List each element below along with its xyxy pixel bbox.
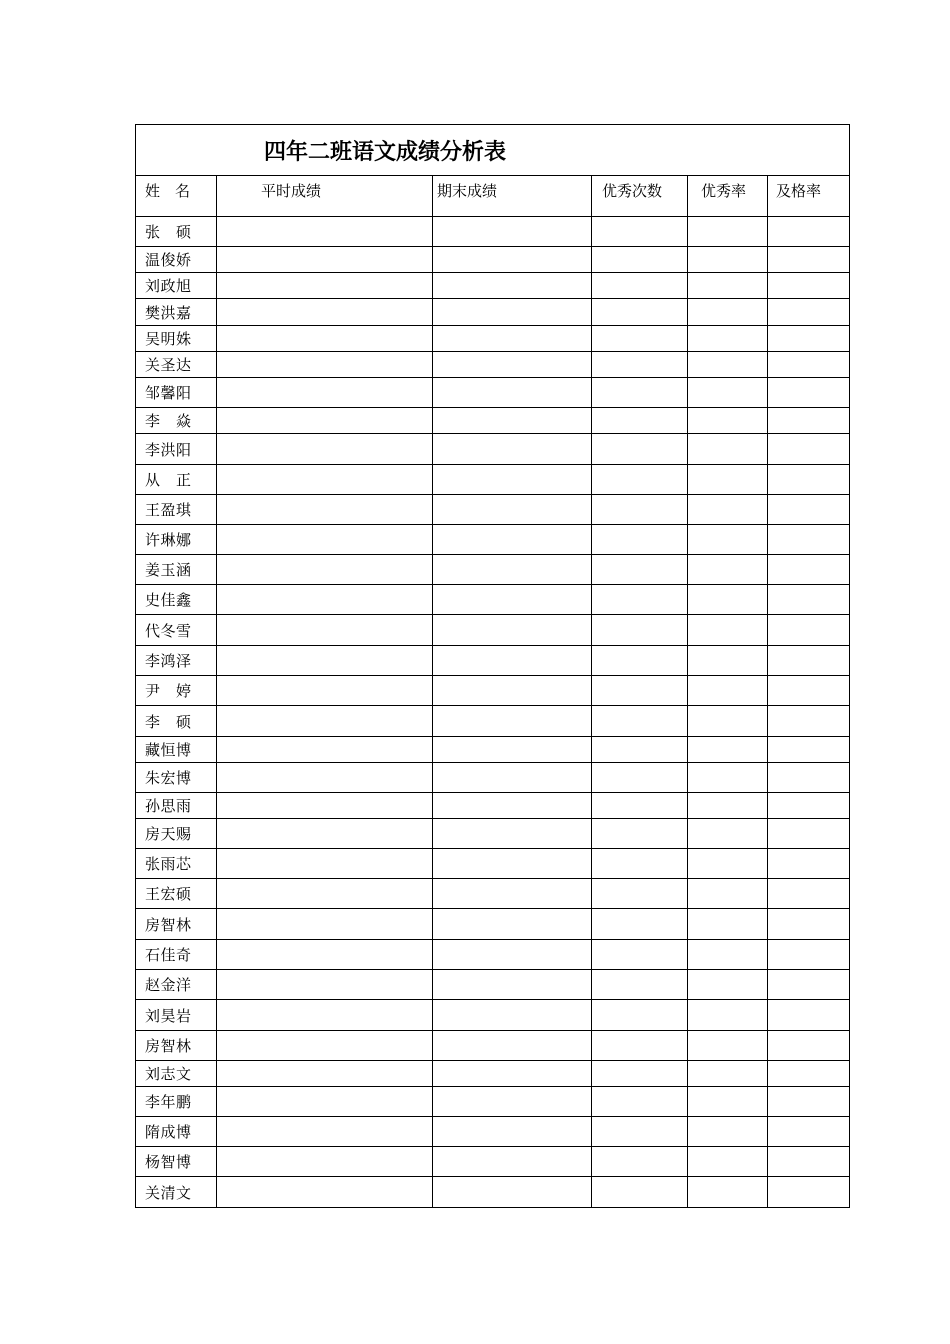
score-cell[interactable] (217, 706, 433, 737)
score-cell[interactable] (592, 970, 688, 1000)
score-cell[interactable] (688, 737, 768, 763)
score-cell[interactable] (768, 247, 850, 273)
table-row (136, 615, 850, 646)
table-row (136, 1000, 850, 1031)
student-name: 王宏硕 (136, 879, 217, 909)
score-cell[interactable] (768, 555, 850, 585)
score-cell[interactable] (768, 706, 850, 737)
score-cell[interactable] (433, 1061, 592, 1087)
column-header-pass-rate: 及格率 (768, 176, 850, 217)
score-cell[interactable] (433, 273, 592, 299)
score-cell[interactable] (592, 849, 688, 879)
table-title: 四年二班语文成绩分析表 (136, 125, 850, 176)
score-cell[interactable] (688, 525, 768, 555)
score-cell[interactable] (592, 819, 688, 849)
score-cell[interactable] (688, 326, 768, 352)
student-name: 房天赐 (136, 819, 217, 849)
score-cell[interactable] (592, 737, 688, 763)
score-cell[interactable] (688, 763, 768, 793)
score-cell[interactable] (433, 1000, 592, 1031)
score-cell[interactable] (688, 378, 768, 408)
student-name: 代冬雪 (136, 615, 217, 646)
score-cell[interactable] (217, 737, 433, 763)
table-row (136, 1117, 850, 1147)
score-cell[interactable] (217, 940, 433, 970)
score-cell[interactable] (688, 352, 768, 378)
student-name: 李 焱 (136, 408, 217, 434)
score-cell[interactable] (768, 1087, 850, 1117)
score-cell[interactable] (217, 1117, 433, 1147)
score-cell[interactable] (433, 676, 592, 706)
score-cell[interactable] (217, 299, 433, 326)
score-cell[interactable] (433, 555, 592, 585)
score-cell[interactable] (217, 763, 433, 793)
student-name: 石佳奇 (136, 940, 217, 970)
score-cell[interactable] (433, 849, 592, 879)
table-row (136, 1177, 850, 1208)
score-cell[interactable] (433, 940, 592, 970)
table-row (136, 585, 850, 615)
score-cell[interactable] (688, 615, 768, 646)
table-row (136, 646, 850, 676)
table-row (136, 408, 850, 434)
score-cell[interactable] (217, 555, 433, 585)
score-cell[interactable] (433, 646, 592, 676)
score-cell[interactable] (768, 1147, 850, 1177)
score-cell[interactable] (433, 1117, 592, 1147)
score-cell[interactable] (592, 793, 688, 819)
score-cell[interactable] (592, 763, 688, 793)
score-cell[interactable] (217, 819, 433, 849)
score-cell[interactable] (768, 1000, 850, 1031)
table-row (136, 763, 850, 793)
score-cell[interactable] (217, 615, 433, 646)
score-cell[interactable] (433, 737, 592, 763)
table-row (136, 525, 850, 555)
column-header-final-score: 期末成绩 (433, 176, 592, 217)
score-cell[interactable] (433, 615, 592, 646)
score-cell[interactable] (768, 793, 850, 819)
score-cell[interactable] (592, 585, 688, 615)
table-row (136, 737, 850, 763)
score-cell[interactable] (688, 1000, 768, 1031)
score-cell[interactable] (433, 326, 592, 352)
score-cell[interactable] (688, 909, 768, 940)
student-name: 李洪阳 (136, 434, 217, 465)
score-analysis-table (135, 124, 850, 1208)
score-cell[interactable] (768, 1061, 850, 1087)
score-cell[interactable] (433, 1177, 592, 1208)
score-cell[interactable] (768, 378, 850, 408)
table-row (136, 273, 850, 299)
column-header-regular-score: 平时成绩 (217, 176, 433, 217)
student-name: 刘志文 (136, 1061, 217, 1087)
table-row (136, 247, 850, 273)
score-cell[interactable] (592, 525, 688, 555)
score-cell[interactable] (688, 646, 768, 676)
score-cell[interactable] (688, 940, 768, 970)
score-cell[interactable] (217, 970, 433, 1000)
score-cell[interactable] (217, 909, 433, 940)
score-cell[interactable] (592, 646, 688, 676)
score-cell[interactable] (217, 793, 433, 819)
table-row (136, 352, 850, 378)
score-cell[interactable] (217, 217, 433, 247)
score-cell[interactable] (768, 495, 850, 525)
score-cell[interactable] (768, 326, 850, 352)
student-name: 张 硕 (136, 217, 217, 247)
score-cell[interactable] (688, 819, 768, 849)
score-cell[interactable] (592, 1177, 688, 1208)
score-cell[interactable] (433, 1087, 592, 1117)
score-cell[interactable] (433, 879, 592, 909)
table-row (136, 555, 850, 585)
student-name: 杨智博 (136, 1147, 217, 1177)
score-cell[interactable] (768, 1031, 850, 1061)
score-cell[interactable] (217, 1000, 433, 1031)
score-cell[interactable] (433, 819, 592, 849)
header-row (136, 176, 850, 217)
student-name: 张雨芯 (136, 849, 217, 879)
table-row (136, 909, 850, 940)
student-name: 藏恒博 (136, 737, 217, 763)
score-cell[interactable] (592, 1061, 688, 1087)
score-cell[interactable] (433, 763, 592, 793)
table-row (136, 434, 850, 465)
column-header-name: 姓 名 (136, 176, 217, 217)
score-cell[interactable] (688, 879, 768, 909)
student-name: 关圣达 (136, 352, 217, 378)
table-row (136, 465, 850, 495)
student-name: 关清文 (136, 1177, 217, 1208)
score-cell[interactable] (768, 1177, 850, 1208)
score-cell[interactable] (592, 1147, 688, 1177)
student-name: 姜玉涵 (136, 555, 217, 585)
score-cell[interactable] (592, 1087, 688, 1117)
student-name: 李鸿泽 (136, 646, 217, 676)
score-cell[interactable] (688, 1061, 768, 1087)
table-row (136, 676, 850, 706)
score-cell[interactable] (688, 299, 768, 326)
score-cell[interactable] (217, 465, 433, 495)
score-cell[interactable] (592, 676, 688, 706)
student-name: 李 硕 (136, 706, 217, 737)
score-cell[interactable] (592, 247, 688, 273)
table-row (136, 1031, 850, 1061)
column-header-excellent-count: 优秀次数 (592, 176, 688, 217)
student-name: 刘政旭 (136, 273, 217, 299)
score-cell[interactable] (217, 525, 433, 555)
score-cell[interactable] (768, 940, 850, 970)
score-cell[interactable] (433, 706, 592, 737)
student-name: 邹馨阳 (136, 378, 217, 408)
table-row (136, 1147, 850, 1177)
score-cell[interactable] (433, 465, 592, 495)
score-cell[interactable] (433, 970, 592, 1000)
score-cell[interactable] (768, 1117, 850, 1147)
score-cell[interactable] (433, 495, 592, 525)
score-cell[interactable] (217, 434, 433, 465)
score-cell[interactable] (592, 706, 688, 737)
score-cell[interactable] (433, 909, 592, 940)
table-row (136, 940, 850, 970)
student-name: 李年鹏 (136, 1087, 217, 1117)
score-cell[interactable] (217, 1147, 433, 1177)
score-cell[interactable] (688, 585, 768, 615)
score-cell[interactable] (217, 849, 433, 879)
table-row (136, 819, 850, 849)
student-name: 隋成博 (136, 1117, 217, 1147)
table-row (136, 299, 850, 326)
score-cell[interactable] (688, 247, 768, 273)
score-cell[interactable] (217, 676, 433, 706)
score-cell[interactable] (592, 465, 688, 495)
column-header-excellent-rate: 优秀率 (688, 176, 768, 217)
score-cell[interactable] (217, 326, 433, 352)
score-cell[interactable] (768, 737, 850, 763)
score-cell[interactable] (217, 1177, 433, 1208)
table-row (136, 793, 850, 819)
score-cell[interactable] (768, 763, 850, 793)
score-cell[interactable] (688, 555, 768, 585)
score-cell[interactable] (768, 970, 850, 1000)
score-cell[interactable] (592, 434, 688, 465)
score-cell[interactable] (592, 378, 688, 408)
score-cell[interactable] (217, 1061, 433, 1087)
score-cell[interactable] (592, 408, 688, 434)
score-cell[interactable] (217, 408, 433, 434)
score-cell[interactable] (592, 352, 688, 378)
score-cell[interactable] (433, 217, 592, 247)
score-cell[interactable] (592, 273, 688, 299)
score-cell[interactable] (688, 1117, 768, 1147)
title-row (136, 125, 850, 176)
score-cell[interactable] (768, 525, 850, 555)
score-cell[interactable] (592, 615, 688, 646)
score-cell[interactable] (433, 1147, 592, 1177)
score-cell[interactable] (592, 1117, 688, 1147)
student-name: 温俊娇 (136, 247, 217, 273)
score-cell[interactable] (688, 793, 768, 819)
student-name: 史佳鑫 (136, 585, 217, 615)
score-cell[interactable] (217, 646, 433, 676)
score-cell[interactable] (433, 408, 592, 434)
score-cell[interactable] (592, 879, 688, 909)
student-name: 王盈琪 (136, 495, 217, 525)
score-cell[interactable] (688, 465, 768, 495)
score-cell[interactable] (688, 706, 768, 737)
table-row (136, 849, 850, 879)
table-row (136, 706, 850, 737)
score-cell[interactable] (433, 585, 592, 615)
score-cell[interactable] (688, 676, 768, 706)
score-cell[interactable] (592, 555, 688, 585)
score-cell[interactable] (592, 495, 688, 525)
student-name: 樊洪嘉 (136, 299, 217, 326)
score-cell[interactable] (768, 849, 850, 879)
table-row (136, 495, 850, 525)
score-cell[interactable] (688, 849, 768, 879)
score-cell[interactable] (768, 819, 850, 849)
score-cell[interactable] (768, 408, 850, 434)
score-cell[interactable] (592, 217, 688, 247)
score-cell[interactable] (768, 299, 850, 326)
score-cell[interactable] (433, 525, 592, 555)
score-cell[interactable] (217, 585, 433, 615)
student-name: 尹 婷 (136, 676, 217, 706)
score-cell[interactable] (768, 676, 850, 706)
score-cell[interactable] (217, 1087, 433, 1117)
score-cell[interactable] (217, 1031, 433, 1061)
student-name: 许琳娜 (136, 525, 217, 555)
score-cell[interactable] (592, 940, 688, 970)
student-name: 房智林 (136, 1031, 217, 1061)
student-name: 刘昊岩 (136, 1000, 217, 1031)
score-cell[interactable] (688, 1087, 768, 1117)
table-row (136, 378, 850, 408)
table-row (136, 879, 850, 909)
score-cell[interactable] (768, 352, 850, 378)
score-cell[interactable] (592, 326, 688, 352)
score-cell[interactable] (768, 909, 850, 940)
score-cell[interactable] (217, 879, 433, 909)
score-cell[interactable] (217, 378, 433, 408)
score-cell[interactable] (688, 1177, 768, 1208)
student-name: 房智林 (136, 909, 217, 940)
score-cell[interactable] (433, 378, 592, 408)
score-cell[interactable] (768, 465, 850, 495)
score-cell[interactable] (433, 793, 592, 819)
score-cell[interactable] (433, 299, 592, 326)
student-name: 孙思雨 (136, 793, 217, 819)
score-cell[interactable] (768, 273, 850, 299)
student-name: 赵金洋 (136, 970, 217, 1000)
table-row (136, 1087, 850, 1117)
score-cell[interactable] (592, 909, 688, 940)
table-row (136, 326, 850, 352)
score-cell[interactable] (768, 585, 850, 615)
score-cell[interactable] (433, 1031, 592, 1061)
score-cell[interactable] (433, 434, 592, 465)
score-cell[interactable] (688, 273, 768, 299)
score-cell[interactable] (688, 1031, 768, 1061)
score-cell[interactable] (688, 217, 768, 247)
score-cell[interactable] (688, 495, 768, 525)
score-cell[interactable] (688, 408, 768, 434)
score-cell[interactable] (688, 970, 768, 1000)
student-name: 从 正 (136, 465, 217, 495)
score-cell[interactable] (217, 273, 433, 299)
table-row (136, 217, 850, 247)
table-row (136, 970, 850, 1000)
score-cell[interactable] (768, 615, 850, 646)
score-cell[interactable] (768, 434, 850, 465)
score-cell[interactable] (217, 352, 433, 378)
score-cell[interactable] (688, 434, 768, 465)
score-cell[interactable] (592, 1031, 688, 1061)
score-cell[interactable] (768, 879, 850, 909)
score-cell[interactable] (433, 247, 592, 273)
score-cell[interactable] (592, 1000, 688, 1031)
student-name: 朱宏博 (136, 763, 217, 793)
score-cell[interactable] (433, 352, 592, 378)
score-cell[interactable] (217, 495, 433, 525)
score-cell[interactable] (768, 217, 850, 247)
score-cell[interactable] (592, 299, 688, 326)
score-cell[interactable] (217, 247, 433, 273)
table-row (136, 1061, 850, 1087)
score-cell[interactable] (768, 646, 850, 676)
score-cell[interactable] (688, 1147, 768, 1177)
student-name: 吴明姝 (136, 326, 217, 352)
